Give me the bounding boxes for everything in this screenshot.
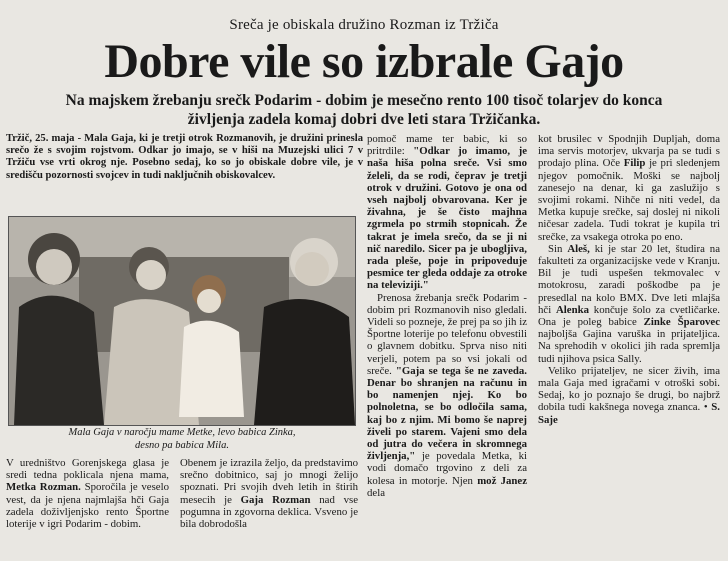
col2-text-4: dela: [367, 486, 385, 499]
column-3: [538, 133, 720, 426]
col3-author: S. Saje: [538, 401, 721, 426]
col3-text-5: končuje šolo za cvetličarke. Ona je poleg babice: [538, 303, 720, 329]
lead-line-1: Na majskem žrebanju srečk Podarim - dobim je mesečno rento 100 tisoč tolarjev do konca: [65, 92, 663, 109]
col3-text-3: Sin: [548, 242, 563, 255]
col3-bold-3: Alenka: [556, 303, 589, 316]
col1a-text-1: V uredništvo Gorenjskega glasa je sredi tedna poklicala njena mama,: [6, 457, 169, 482]
article-lead: [30, 91, 698, 129]
intro-text: Tržič, 25. maja - Mala Gaja, ki je tretji otrok Rozmanovih, je družini prinesla srečo že s svojim rojstvom. Odkar jo imajo, se v hiši na Muzejski ulici 7 v Tržiču vse vrti okrog nje. Posebno sedaj, ko so jo obiskale dobre vile, je v središču pozornosti svojcev in tudi naključnih obiskovalcev.: [6, 133, 363, 181]
col2-text-2: Prenosa žrebanja srečk Podarim - dobim pri Rozmanovih niso gledali. Videli so pozneje, že prej pa so jih iz Športne loterije po telefonu obvestili o glavnem dobitku. Sprva niso niti verjeli, potem pa so vsi jokali od sreče.: [367, 291, 527, 377]
col3-bold-1: Filip: [623, 157, 646, 170]
lead-line-2: življenja zadela komaj dobri dve leti stara Tržičanka.: [187, 111, 541, 128]
col2-bold-2: "Gaja se tega še ne zaveda. Denar bo shranjen na računu in bo namenjen njej. Ko bo polnoletna, se bo odločila sama, kaj bo z njim. Mi bomo še naprej živeli po starem. Vajeni smo dela od jutra do večera in skromnega življenja,": [367, 364, 527, 463]
family-photo: [8, 216, 356, 426]
col3-bold-4: Zinke Šparovec: [643, 316, 720, 329]
col1a-bold-1: Metka Rozman.: [6, 481, 81, 494]
photo-caption: [10, 427, 354, 452]
col1b-bold-1: Gaja Rozman: [240, 493, 311, 506]
col3-bold-2: Aleš,: [567, 242, 590, 255]
col3-text-1: kot brusilec v Spodnjih Dupljah, doma ima servis motorjev, ukvarja pa se tudi s prodajo plina. Oče: [538, 133, 720, 170]
col3-text-2: je pri sledenjem njegov pomočnik. Moški se najbolj zanesejo na denar, ki ga zaslužijo s svojimi rokami. Nihče ni niti vedel, da Metka kupuje srečke, saj doslej ni nikoli ničesar zadela. Tudi tokrat je kupila tri srečke, za vsakega otroka po eno.: [538, 157, 721, 243]
col2-text-1: pomoč mame ter babic, ki so pritrdile:: [367, 133, 527, 158]
column-1a: [6, 457, 169, 530]
caption-line-2: desno pa babica Mila.: [135, 439, 229, 451]
column-2: [367, 133, 527, 499]
column-1b: [180, 457, 358, 530]
article-kicker: Sreča je obiskala družino Rozman iz Tržiča: [229, 17, 499, 33]
col1a-text-2: Sporočila je veselo vest, da je njena najmlajša hči Gaja zadela doživljenjsko rento Športne loterije v igri Podarim - dobim.: [6, 481, 169, 531]
col2-text-3: je povedala Metka, ki vodi domačo trgovino z deli za kolesa in motorje. Njen: [367, 450, 528, 487]
caption-line-1: Mala Gaja v naročju mame Metke, levo babica Zinka,: [68, 427, 296, 438]
col1b-text-1: Obenem je izrazila željo, da predstavimo srečno dobitnico, saj jo mnogi želijo spoznati. Pri svojih dveh letih in štirih mesecih je: [180, 457, 358, 506]
col2-bold-1: "Odkar jo imamo, je naša hiša polna sreče. Vsi smo želeli, da se rodi, čeprav je tretji otrok v družini. Gotovo je ona od vseh najbolj obvarovana. Ker je živahna, je še čisto majhna zgrmela po strmih stopnicah. Že takrat je imela srečo, da se ji ni nič naredilo. Sicer pa je ubogljiva, rada pleše, poje in pripoveduje pesmice ter gleda oddaje za otroke na televiziji.": [367, 145, 527, 292]
col3-text-7: Veliko prijateljev, ne sicer živih, ima mala Gaja med igračami v otroški sobi. Sedaj, ko jo poznajo še drugi, bo najbrž dobila tudi kakšnega novega znanca. •: [538, 364, 720, 414]
article-intro: [6, 133, 363, 182]
col2-bold-3: mož Janez: [477, 474, 527, 487]
col3-text-4: ki je star 20 let, študira na fakulteti za organizacijske vede v Kranju. Bil je tudi uspešen tekmovalec v motokrosu, zaradi poškodbe pa je presedlal na kolo BMX. Dve leti mlajša hči: [538, 242, 721, 316]
col3-text-6: najboljša Gajina varuška in prijateljica. Na sprehodih v okolici jih rada spremlja tudi njihova psica Sally.: [538, 328, 720, 365]
col1b-text-2: nad vse pogumna in zgovorna deklica. Vsveno je bila dobrodošla: [180, 493, 358, 531]
article-headline: Dobre vile so izbrale Gajo: [104, 35, 624, 88]
